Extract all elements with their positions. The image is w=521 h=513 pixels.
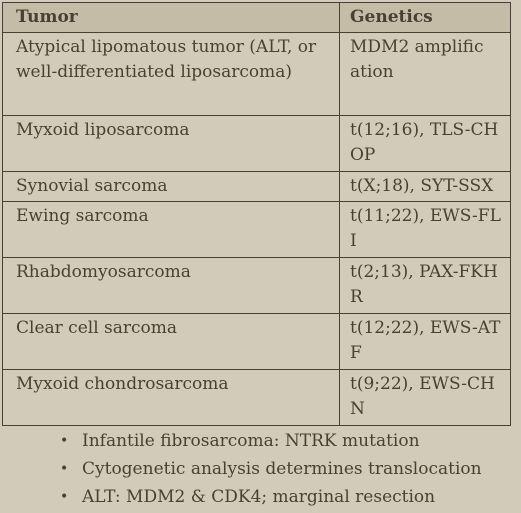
table-row bbox=[3, 370, 511, 426]
genetics-value: MDM2 amplification bbox=[350, 37, 484, 82]
genetics-cell bbox=[340, 314, 511, 370]
genetics-cell bbox=[340, 370, 511, 426]
bullet-text: ALT: MDM2 & CDK4; marginal resection bbox=[82, 487, 436, 507]
genetics-value: t(12;22), EWS-ATF bbox=[350, 318, 501, 363]
table-row bbox=[3, 314, 511, 370]
table-row bbox=[3, 258, 511, 314]
tumor-cell bbox=[3, 172, 340, 202]
table-row bbox=[3, 172, 511, 202]
tumor-cell bbox=[3, 116, 340, 172]
genetics-cell bbox=[340, 202, 511, 258]
list-item bbox=[0, 483, 482, 511]
header-genetics: Genetics bbox=[340, 3, 511, 33]
genetics-cell bbox=[340, 172, 511, 202]
genetics-value: t(9;22), EWS-CHN bbox=[350, 374, 495, 419]
tumor-genetics-table bbox=[2, 2, 511, 426]
bullet-text: Infantile fibrosarcoma: NTRK mutation bbox=[82, 431, 420, 451]
genetics-cell bbox=[340, 33, 511, 116]
bullet-icon: • bbox=[60, 489, 69, 505]
header-tumor: Tumor bbox=[3, 3, 340, 33]
tumor-name: Myxoid chondrosarcoma bbox=[16, 374, 229, 394]
tumor-cell bbox=[3, 202, 340, 258]
tumor-genetics-table-container bbox=[2, 2, 510, 426]
tumor-name: Rhabdomyosarcoma bbox=[16, 262, 191, 282]
tumor-cell bbox=[3, 314, 340, 370]
tumor-cell bbox=[3, 370, 340, 426]
table-row bbox=[3, 33, 511, 116]
bullet-text: Cytogenetic analysis determines translocation bbox=[82, 459, 482, 479]
genetics-cell bbox=[340, 258, 511, 314]
bullet-notes bbox=[0, 427, 482, 511]
tumor-name: Clear cell sarcoma bbox=[16, 318, 178, 338]
bullet-icon: • bbox=[60, 461, 69, 477]
list-item bbox=[0, 455, 482, 483]
table-row bbox=[3, 116, 511, 172]
tumor-cell bbox=[3, 258, 340, 314]
genetics-value: t(2;13), PAX-FKHR bbox=[350, 262, 498, 307]
table-header-row bbox=[3, 3, 511, 33]
tumor-name: Ewing sarcoma bbox=[16, 206, 149, 226]
genetics-value: t(X;18), SYT-SSX bbox=[350, 176, 494, 196]
genetics-value: t(12;16), TLS-CHOP bbox=[350, 120, 499, 165]
list-item bbox=[0, 427, 482, 455]
tumor-name: Myxoid liposarcoma bbox=[16, 120, 190, 140]
genetics-cell bbox=[340, 116, 511, 172]
tumor-name: Synovial sarcoma bbox=[16, 176, 168, 196]
bullet-icon: • bbox=[60, 433, 69, 449]
tumor-name: Atypical lipomatous tumor (ALT, or well-differentiated liposarcoma) bbox=[16, 37, 317, 82]
tumor-cell bbox=[3, 33, 340, 116]
genetics-value: t(11;22), EWS-FLI bbox=[350, 206, 501, 251]
table-row bbox=[3, 202, 511, 258]
